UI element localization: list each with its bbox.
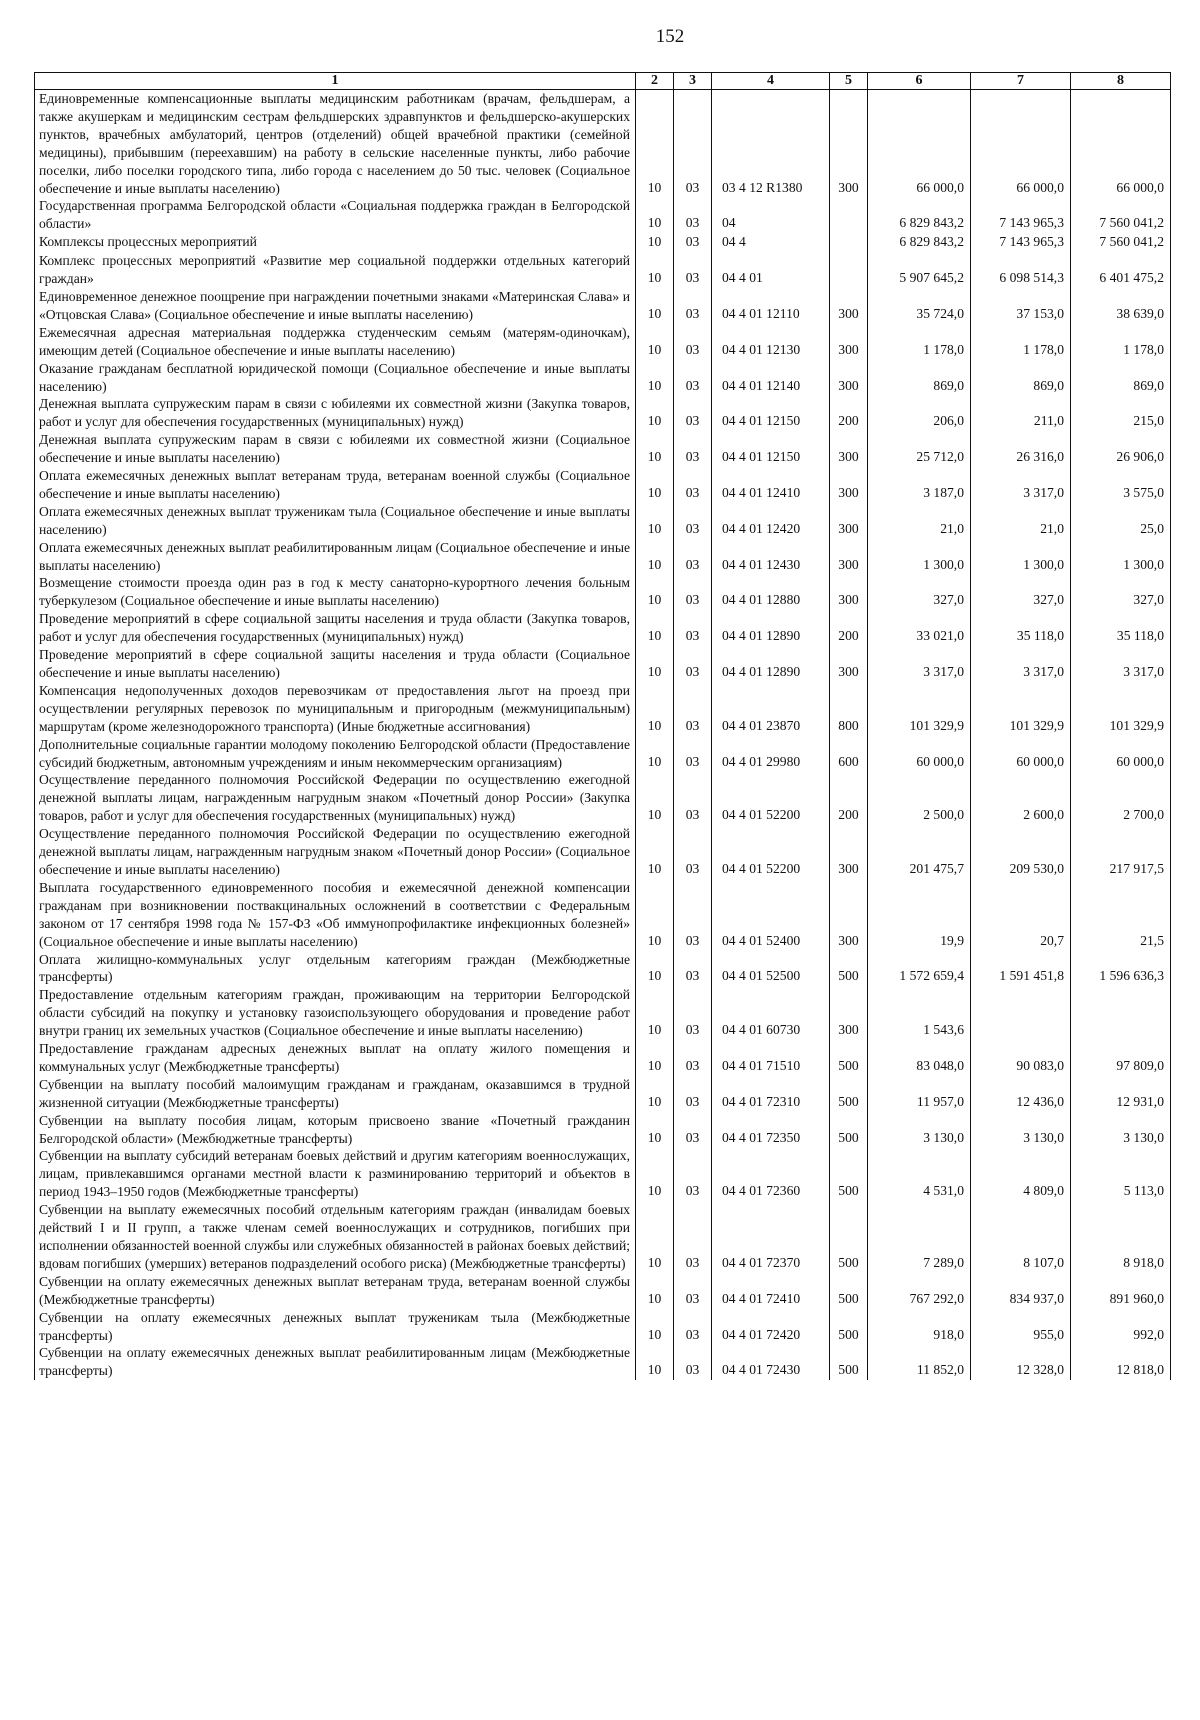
table-row: [35, 252, 1171, 288]
amount-year-3: 869,0: [1071, 360, 1171, 396]
amount-year-3: 3 317,0: [1071, 646, 1171, 682]
subsection-code: 03: [674, 1040, 712, 1076]
amount-year-1: 918,0: [868, 1309, 971, 1345]
subsection-code: 03: [674, 1273, 712, 1309]
row-description: Возмещение стоимости проезда один раз в год к месту санаторно-курортного лечения больным туберкулезом (Социальное обеспечение и иные выплаты населению): [35, 574, 636, 610]
table-body: [35, 90, 1171, 1381]
section-code: 10: [636, 825, 674, 879]
amount-year-3: 1 596 636,3: [1071, 951, 1171, 987]
section-code: 10: [636, 1147, 674, 1201]
subsection-code: 03: [674, 736, 712, 772]
subsection-code: 03: [674, 233, 712, 252]
table-row: [35, 90, 1171, 198]
row-description: Оплата жилищно-коммунальных услуг отдельным категориям граждан (Межбюджетные трансферты): [35, 951, 636, 987]
page-number: 152: [655, 26, 685, 47]
target-article-code: 04 4 01 72350: [712, 1112, 830, 1148]
subsection-code: 03: [674, 197, 712, 233]
table-row: [35, 503, 1171, 539]
amount-year-1: 6 829 843,2: [868, 197, 971, 233]
subsection-code: 03: [674, 771, 712, 825]
amount-year-1: 767 292,0: [868, 1273, 971, 1309]
amount-year-2: 35 118,0: [971, 610, 1071, 646]
amount-year-3: 8 918,0: [1071, 1201, 1171, 1273]
column-header: 4: [712, 73, 830, 90]
target-article-code: 04 4 01 23870: [712, 682, 830, 736]
expense-type-code: 500: [830, 951, 868, 987]
table-row: [35, 574, 1171, 610]
amount-year-2: 869,0: [971, 360, 1071, 396]
target-article-code: 04 4 01 72430: [712, 1344, 830, 1380]
target-article-code: 04 4 01 12150: [712, 431, 830, 467]
target-article-code: 04 4 01: [712, 252, 830, 288]
row-description: Дополнительные социальные гарантии молодому поколению Белгородской области (Предоставление субсидий бюджетным, автономным учреждениям и иным некоммерческим организациям): [35, 736, 636, 772]
expense-type-code: [830, 233, 868, 252]
section-code: 10: [636, 646, 674, 682]
amount-year-2: 211,0: [971, 395, 1071, 431]
row-description: Комплексы процессных мероприятий: [35, 233, 636, 252]
section-code: 10: [636, 503, 674, 539]
subsection-code: 03: [674, 431, 712, 467]
expense-type-code: 500: [830, 1112, 868, 1148]
section-code: 10: [636, 467, 674, 503]
amount-year-3: 12 818,0: [1071, 1344, 1171, 1380]
amount-year-3: 891 960,0: [1071, 1273, 1171, 1309]
table-row: [35, 1076, 1171, 1112]
expense-type-code: 500: [830, 1076, 868, 1112]
expense-type-code: 300: [830, 503, 868, 539]
section-code: 10: [636, 197, 674, 233]
column-header: 5: [830, 73, 868, 90]
subsection-code: 03: [674, 986, 712, 1040]
amount-year-2: 60 000,0: [971, 736, 1071, 772]
amount-year-1: 3 130,0: [868, 1112, 971, 1148]
expense-type-code: 300: [830, 467, 868, 503]
section-code: 10: [636, 1201, 674, 1273]
amount-year-3: 35 118,0: [1071, 610, 1171, 646]
amount-year-2: 8 107,0: [971, 1201, 1071, 1273]
table-row: [35, 539, 1171, 575]
section-code: 10: [636, 1112, 674, 1148]
amount-year-1: 1 572 659,4: [868, 951, 971, 987]
target-article-code: 04 4 01 52500: [712, 951, 830, 987]
amount-year-3: 3 130,0: [1071, 1112, 1171, 1148]
section-code: 10: [636, 431, 674, 467]
amount-year-1: 6 829 843,2: [868, 233, 971, 252]
expense-type-code: 600: [830, 736, 868, 772]
amount-year-2: 7 143 965,3: [971, 197, 1071, 233]
amount-year-1: 869,0: [868, 360, 971, 396]
amount-year-1: 83 048,0: [868, 1040, 971, 1076]
amount-year-1: 206,0: [868, 395, 971, 431]
row-description: Ежемесячная адресная материальная поддержка студенческим семьям (матерям-одиночкам), имеющим детей (Социальное обеспечение и иные выплаты населению): [35, 324, 636, 360]
subsection-code: 03: [674, 879, 712, 951]
section-code: 10: [636, 288, 674, 324]
amount-year-2: 12 328,0: [971, 1344, 1071, 1380]
section-code: 10: [636, 736, 674, 772]
amount-year-2: 2 600,0: [971, 771, 1071, 825]
subsection-code: 03: [674, 646, 712, 682]
section-code: 10: [636, 324, 674, 360]
amount-year-1: 1 300,0: [868, 539, 971, 575]
amount-year-1: 66 000,0: [868, 90, 971, 198]
subsection-code: 03: [674, 1147, 712, 1201]
amount-year-2: 37 153,0: [971, 288, 1071, 324]
amount-year-1: 33 021,0: [868, 610, 971, 646]
row-description: Осуществление переданного полномочия Российской Федерации по осуществлению ежегодной денежной выплаты лицам, награжденным нагрудным знаком «Почетный донор России» (Закупка товаров, работ и услуг для обеспечения государственных (муниципальных) нужд): [35, 771, 636, 825]
section-code: 10: [636, 771, 674, 825]
subsection-code: 03: [674, 252, 712, 288]
expense-type-code: 300: [830, 646, 868, 682]
section-code: 10: [636, 879, 674, 951]
subsection-code: 03: [674, 503, 712, 539]
amount-year-2: 1 178,0: [971, 324, 1071, 360]
expense-type-code: 300: [830, 324, 868, 360]
target-article-code: 04 4 01 72360: [712, 1147, 830, 1201]
amount-year-2: 834 937,0: [971, 1273, 1071, 1309]
target-article-code: 04 4 01 72410: [712, 1273, 830, 1309]
section-code: 10: [636, 1344, 674, 1380]
expense-type-code: 300: [830, 539, 868, 575]
row-description: Государственная программа Белгородской области «Социальная поддержка граждан в Белгородской области»: [35, 197, 636, 233]
target-article-code: 04 4 01 12890: [712, 610, 830, 646]
target-article-code: 04 4 01 12130: [712, 324, 830, 360]
amount-year-3: 6 401 475,2: [1071, 252, 1171, 288]
row-description: Проведение мероприятий в сфере социальной защиты населения и труда области (Социальное обеспечение и иные выплаты населению): [35, 646, 636, 682]
section-code: 10: [636, 1076, 674, 1112]
target-article-code: 04 4 01 12880: [712, 574, 830, 610]
amount-year-2: 3 317,0: [971, 467, 1071, 503]
target-article-code: 04 4 01 12430: [712, 539, 830, 575]
target-article-code: 04: [712, 197, 830, 233]
column-header: 3: [674, 73, 712, 90]
table-row: [35, 395, 1171, 431]
subsection-code: 03: [674, 610, 712, 646]
expense-type-code: 500: [830, 1040, 868, 1076]
table-row: [35, 646, 1171, 682]
table-row: [35, 1273, 1171, 1309]
amount-year-1: 101 329,9: [868, 682, 971, 736]
expense-type-code: [830, 252, 868, 288]
target-article-code: 04 4 01 72310: [712, 1076, 830, 1112]
row-description: Единовременные компенсационные выплаты медицинским работникам (врачам, фельдшерам, а также акушеркам и медицинским сестрам фельдшерских здравпунктов и фельдшерско-акушерских пунктов, врачебных амбулаторий, центров (отделений) общей врачебной практики (семейной медицины), прибывшим (переехавшим) на работу в сельские населенные пункты, либо рабочие поселки, либо поселки городского типа, либо города с населением до 50 тыс. человек (Социальное обеспечение и иные выплаты населению): [35, 90, 636, 198]
table-row: [35, 736, 1171, 772]
amount-year-2: 209 530,0: [971, 825, 1071, 879]
table-row: [35, 951, 1171, 987]
target-article-code: 04 4 01 12890: [712, 646, 830, 682]
column-header: 8: [1071, 73, 1171, 90]
expense-type-code: 300: [830, 90, 868, 198]
subsection-code: 03: [674, 1112, 712, 1148]
amount-year-1: 2 500,0: [868, 771, 971, 825]
section-code: 10: [636, 951, 674, 987]
expense-type-code: 300: [830, 431, 868, 467]
amount-year-1: 60 000,0: [868, 736, 971, 772]
section-code: 10: [636, 986, 674, 1040]
amount-year-1: 11 957,0: [868, 1076, 971, 1112]
expense-type-code: 500: [830, 1344, 868, 1380]
target-article-code: 04 4 01 52200: [712, 771, 830, 825]
amount-year-3: 101 329,9: [1071, 682, 1171, 736]
expense-type-code: 200: [830, 771, 868, 825]
row-description: Денежная выплата супружеским парам в связи с юбилеями их совместной жизни (Социальное обеспечение и иные выплаты населению): [35, 431, 636, 467]
expense-type-code: 300: [830, 879, 868, 951]
amount-year-1: 35 724,0: [868, 288, 971, 324]
column-header: 6: [868, 73, 971, 90]
table-row: [35, 1112, 1171, 1148]
row-description: Компенсация недополученных доходов перевозчикам от предоставления льгот на проезд при осуществлении регулярных перевозок по муниципальным и пригородным (межмуниципальным) маршрутам (кроме железнодорожного транспорта) (Иные бюджетные ассигнования): [35, 682, 636, 736]
row-description: Субвенции на оплату ежемесячных денежных выплат ветеранам труда, ветеранам военной службы (Межбюджетные трансферты): [35, 1273, 636, 1309]
row-description: Субвенции на оплату ежемесячных денежных выплат труженикам тыла (Межбюджетные трансферты): [35, 1309, 636, 1345]
amount-year-2: 1 591 451,8: [971, 951, 1071, 987]
row-description: Субвенции на выплату пособий малоимущим гражданам и гражданам, оказавшимся в трудной жизненной ситуации (Межбюджетные трансферты): [35, 1076, 636, 1112]
row-description: Субвенции на выплату ежемесячных пособий отдельным категориям граждан (инвалидам боевых действий I и II групп, а также членам семей военнослужащих и сотрудников, погибших при исполнении обязанностей военной службы или служебных обязанностей в районах боевых действий; вдовам погибших (умерших) ветеранов подразделений особого риска) (Межбюджетные трансферты): [35, 1201, 636, 1273]
amount-year-2: 7 143 965,3: [971, 233, 1071, 252]
row-description: Субвенции на оплату ежемесячных денежных выплат реабилитированным лицам (Межбюджетные трансферты): [35, 1344, 636, 1380]
expense-type-code: 500: [830, 1201, 868, 1273]
section-code: 10: [636, 539, 674, 575]
amount-year-2: 955,0: [971, 1309, 1071, 1345]
amount-year-3: 215,0: [1071, 395, 1171, 431]
amount-year-2: 26 316,0: [971, 431, 1071, 467]
expense-type-code: 300: [830, 288, 868, 324]
amount-year-3: 66 000,0: [1071, 90, 1171, 198]
row-description: Проведение мероприятий в сфере социальной защиты населения и труда области (Закупка товаров, работ и услуг для обеспечения государственных (муниципальных) нужд): [35, 610, 636, 646]
row-description: Единовременное денежное поощрение при награждении почетными знаками «Материнская Слава» и «Отцовская Слава» (Социальное обеспечение и иные выплаты населению): [35, 288, 636, 324]
target-article-code: 04 4 01 60730: [712, 986, 830, 1040]
subsection-code: 03: [674, 1344, 712, 1380]
target-article-code: 04 4 01 12110: [712, 288, 830, 324]
expense-type-code: [830, 197, 868, 233]
row-description: Субвенции на выплату субсидий ветеранам боевых действий и другим категориям военнослужащих, лицам, привлекавшимся органами местной власти к разминированию территорий и объектов в период 1943–1950 годов (Межбюджетные трансферты): [35, 1147, 636, 1201]
table-row: [35, 1040, 1171, 1076]
amount-year-2: 66 000,0: [971, 90, 1071, 198]
table-row: [35, 1201, 1171, 1273]
amount-year-3: 7 560 041,2: [1071, 233, 1171, 252]
subsection-code: 03: [674, 1201, 712, 1273]
amount-year-1: 11 852,0: [868, 1344, 971, 1380]
amount-year-2: 1 300,0: [971, 539, 1071, 575]
amount-year-1: 4 531,0: [868, 1147, 971, 1201]
table-row: [35, 1344, 1171, 1380]
amount-year-3: 992,0: [1071, 1309, 1171, 1345]
row-description: Осуществление переданного полномочия Российской Федерации по осуществлению ежегодной денежной выплаты лицам, награжденным нагрудным знаком «Почетный донор России» (Социальное обеспечение и иные выплаты населению): [35, 825, 636, 879]
table-row: [35, 197, 1171, 233]
amount-year-2: 12 436,0: [971, 1076, 1071, 1112]
target-article-code: 04 4 01 12410: [712, 467, 830, 503]
row-description: Денежная выплата супружеским парам в связи с юбилеями их совместной жизни (Закупка товаров, работ и услуг для обеспечения государственных (муниципальных) нужд): [35, 395, 636, 431]
amount-year-3: 38 639,0: [1071, 288, 1171, 324]
amount-year-3: 3 575,0: [1071, 467, 1171, 503]
subsection-code: 03: [674, 467, 712, 503]
amount-year-2: [971, 986, 1071, 1040]
target-article-code: 04 4 01 52200: [712, 825, 830, 879]
header-row: [35, 73, 1171, 90]
section-code: 10: [636, 252, 674, 288]
target-article-code: 03 4 12 R1380: [712, 90, 830, 198]
expense-type-code: 300: [830, 825, 868, 879]
target-article-code: 04 4 01 12150: [712, 395, 830, 431]
table-row: [35, 288, 1171, 324]
expense-type-code: 500: [830, 1147, 868, 1201]
subsection-code: 03: [674, 288, 712, 324]
row-description: Оплата ежемесячных денежных выплат реабилитированным лицам (Социальное обеспечение и иные выплаты населению): [35, 539, 636, 575]
section-code: 10: [636, 682, 674, 736]
row-description: Выплата государственного единовременного пособия и ежемесячной денежной компенсации гражданам при возникновении поствакцинальных осложнений в соответствии с Федеральным законом от 17 сентября 1998 года № 157-ФЗ «Об иммунопрофилактике инфекционных болезней» (Социальное обеспечение и иные выплаты населению): [35, 879, 636, 951]
subsection-code: 03: [674, 90, 712, 198]
amount-year-3: 26 906,0: [1071, 431, 1171, 467]
column-header: 2: [636, 73, 674, 90]
expense-type-code: 500: [830, 1309, 868, 1345]
subsection-code: 03: [674, 1309, 712, 1345]
amount-year-1: 3 187,0: [868, 467, 971, 503]
amount-year-2: 101 329,9: [971, 682, 1071, 736]
target-article-code: 04 4: [712, 233, 830, 252]
amount-year-1: 3 317,0: [868, 646, 971, 682]
row-description: Оказание гражданам бесплатной юридической помощи (Социальное обеспечение и иные выплаты населению): [35, 360, 636, 396]
expense-type-code: 200: [830, 395, 868, 431]
column-header: 7: [971, 73, 1071, 90]
amount-year-2: 4 809,0: [971, 1147, 1071, 1201]
subsection-code: 03: [674, 324, 712, 360]
expense-type-code: 800: [830, 682, 868, 736]
expense-type-code: 500: [830, 1273, 868, 1309]
amount-year-1: 21,0: [868, 503, 971, 539]
table-row: [35, 986, 1171, 1040]
expense-type-code: 300: [830, 360, 868, 396]
section-code: 10: [636, 1273, 674, 1309]
table-row: [35, 610, 1171, 646]
column-header: 1: [35, 73, 636, 90]
amount-year-1: 201 475,7: [868, 825, 971, 879]
subsection-code: 03: [674, 574, 712, 610]
amount-year-3: 25,0: [1071, 503, 1171, 539]
amount-year-1: 5 907 645,2: [868, 252, 971, 288]
amount-year-1: 1 543,6: [868, 986, 971, 1040]
table-row: [35, 825, 1171, 879]
amount-year-3: 5 113,0: [1071, 1147, 1171, 1201]
amount-year-3: 97 809,0: [1071, 1040, 1171, 1076]
amount-year-3: 60 000,0: [1071, 736, 1171, 772]
section-code: 10: [636, 1040, 674, 1076]
subsection-code: 03: [674, 539, 712, 575]
section-code: 10: [636, 610, 674, 646]
amount-year-2: 20,7: [971, 879, 1071, 951]
amount-year-2: 6 098 514,3: [971, 252, 1071, 288]
subsection-code: 03: [674, 682, 712, 736]
section-code: 10: [636, 233, 674, 252]
target-article-code: 04 4 01 72420: [712, 1309, 830, 1345]
expense-type-code: 300: [830, 986, 868, 1040]
section-code: 10: [636, 360, 674, 396]
table-row: [35, 1147, 1171, 1201]
row-description: Предоставление отдельным категориям граждан, проживающим на территории Белгородской области субсидий на покупку и установку газоиспользующего оборудования и проведение работ внутри границ их земельных участков (Социальное обеспечение и иные выплаты населению): [35, 986, 636, 1040]
row-description: Оплата ежемесячных денежных выплат ветеранам труда, ветеранам военной службы (Социальное обеспечение и иные выплаты населению): [35, 467, 636, 503]
amount-year-2: 3 130,0: [971, 1112, 1071, 1148]
amount-year-2: 21,0: [971, 503, 1071, 539]
target-article-code: 04 4 01 72370: [712, 1201, 830, 1273]
amount-year-3: 327,0: [1071, 574, 1171, 610]
subsection-code: 03: [674, 360, 712, 396]
amount-year-1: 25 712,0: [868, 431, 971, 467]
section-code: 10: [636, 395, 674, 431]
amount-year-1: 327,0: [868, 574, 971, 610]
amount-year-3: 21,5: [1071, 879, 1171, 951]
section-code: 10: [636, 1309, 674, 1345]
row-description: Комплекс процессных мероприятий «Развитие мер социальной поддержки отдельных категорий граждан»: [35, 252, 636, 288]
amount-year-1: 7 289,0: [868, 1201, 971, 1273]
expense-type-code: 300: [830, 574, 868, 610]
target-article-code: 04 4 01 71510: [712, 1040, 830, 1076]
target-article-code: 04 4 01 29980: [712, 736, 830, 772]
table-row: [35, 324, 1171, 360]
amount-year-1: 1 178,0: [868, 324, 971, 360]
section-code: 10: [636, 574, 674, 610]
subsection-code: 03: [674, 825, 712, 879]
expense-type-code: 200: [830, 610, 868, 646]
table-row: [35, 467, 1171, 503]
row-description: Субвенции на выплату пособия лицам, которым присвоено звание «Почетный гражданин Белгородской области» (Межбюджетные трансферты): [35, 1112, 636, 1148]
table-row: [35, 771, 1171, 825]
table-row: [35, 233, 1171, 252]
table-row: [35, 879, 1171, 951]
amount-year-3: 1 300,0: [1071, 539, 1171, 575]
table-row: [35, 682, 1171, 736]
section-code: 10: [636, 90, 674, 198]
subsection-code: 03: [674, 395, 712, 431]
amount-year-2: 327,0: [971, 574, 1071, 610]
target-article-code: 04 4 01 12140: [712, 360, 830, 396]
amount-year-2: 3 317,0: [971, 646, 1071, 682]
target-article-code: 04 4 01 52400: [712, 879, 830, 951]
amount-year-3: 12 931,0: [1071, 1076, 1171, 1112]
subsection-code: 03: [674, 951, 712, 987]
amount-year-2: 90 083,0: [971, 1040, 1071, 1076]
table-row: [35, 431, 1171, 467]
table-row: [35, 1309, 1171, 1345]
amount-year-3: 2 700,0: [1071, 771, 1171, 825]
table-row: [35, 360, 1171, 396]
subsection-code: 03: [674, 1076, 712, 1112]
row-description: Предоставление гражданам адресных денежных выплат на оплату жилого помещения и коммунальных услуг (Межбюджетные трансферты): [35, 1040, 636, 1076]
amount-year-3: 217 917,5: [1071, 825, 1171, 879]
budget-table: [34, 72, 1171, 1380]
amount-year-3: 1 178,0: [1071, 324, 1171, 360]
target-article-code: 04 4 01 12420: [712, 503, 830, 539]
amount-year-1: 19,9: [868, 879, 971, 951]
amount-year-3: 7 560 041,2: [1071, 197, 1171, 233]
row-description: Оплата ежемесячных денежных выплат труженикам тыла (Социальное обеспечение и иные выплаты населению): [35, 503, 636, 539]
amount-year-3: [1071, 986, 1171, 1040]
